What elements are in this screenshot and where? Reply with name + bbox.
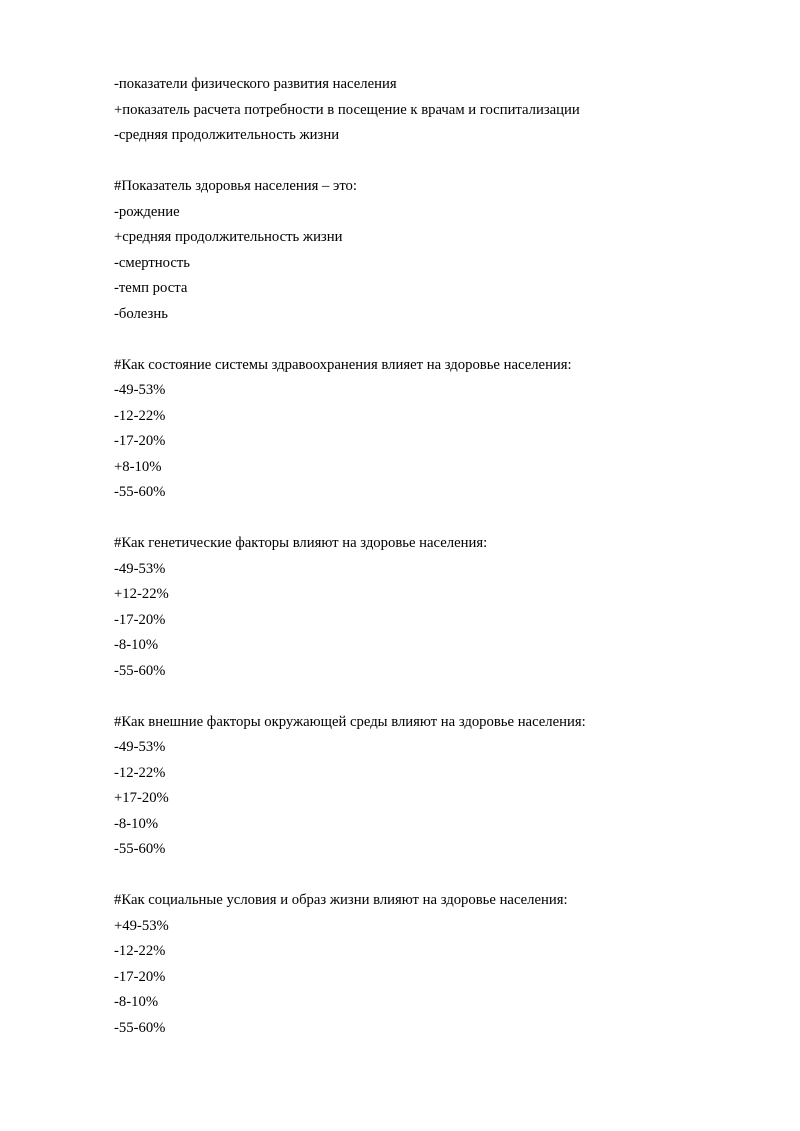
answer-line: -смертность [114,254,190,271]
document-page [114,72,754,1041]
answer-line: +средняя продолжительность жизни [114,229,343,245]
paragraph-gap [114,149,754,175]
question-line: #Как состояние системы здравоохранения влияет на здоровье населения: [114,356,572,373]
answer-line: -55-60% [114,1019,166,1036]
paragraph-gap [114,863,754,889]
paragraph-gap [114,506,754,532]
answer-line: -8-10% [114,815,159,832]
answer-line: -12-22% [114,764,166,781]
question-line: #Показатель здоровья населения – это: [114,178,357,194]
question-line: #Как внешние факторы окружающей среды влияют на здоровье населения: [114,713,586,730]
question-line: #Как социальные условия и образ жизни влияют на здоровье населения: [114,892,568,908]
answer-line: -55-60% [114,484,166,500]
answer-line: -показатели физического развития населения [114,76,397,92]
answer-line: -17-20% [114,968,166,985]
question-line: #Как генетические факторы влияют на здоровье населения: [114,535,488,551]
answer-line: -болезнь [114,305,168,322]
answer-line: -49-53% [114,739,166,755]
answer-line: -55-60% [114,841,166,857]
answer-line: -средняя продолжительность жизни [114,127,340,143]
answer-line: -12-22% [114,407,166,424]
answer-line: -49-53% [114,560,166,577]
answer-line: -8-10% [114,637,159,653]
answer-line: +49-53% [114,917,169,934]
answer-line: -темп роста [114,280,188,296]
answer-line: -17-20% [114,611,166,628]
paragraph-gap [114,327,754,353]
answer-line: +показатель расчета потребности в посещение к врачам и госпитализации [114,101,580,118]
answer-line: -рождение [114,203,180,220]
answer-line: -17-20% [114,433,166,449]
answer-line: +8-10% [114,458,162,475]
answer-line: -55-60% [114,662,166,679]
paragraph-gap [114,684,754,710]
answer-line: -12-22% [114,943,166,959]
answer-line: +17-20% [114,790,169,806]
answer-line: +12-22% [114,586,169,602]
answer-line: -49-53% [114,382,166,398]
answer-line: -8-10% [114,994,159,1010]
